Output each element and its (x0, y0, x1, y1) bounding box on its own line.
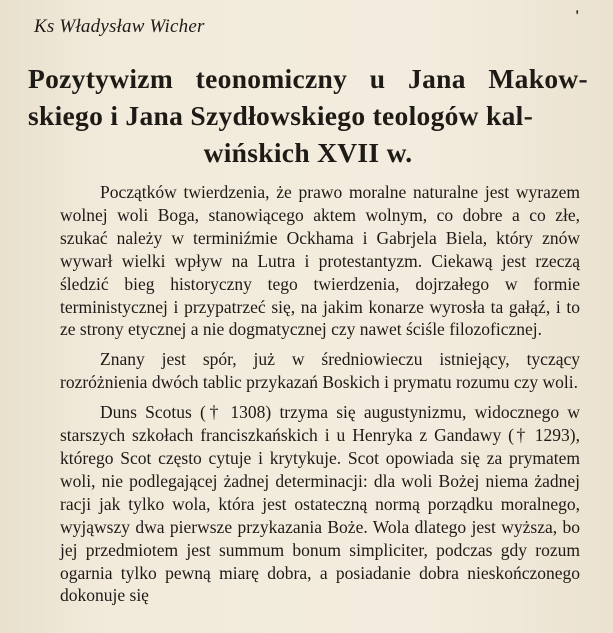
paragraph: Początków twierdzenia, że prawo moralne naturalne jest wyrazem wolnej woli Boga, stanowiącego aktem wolnym, co dobre a co złe, szukać należy w terminiźmie Ockhama i Gabrjela Biela, który znów wywarł wielki wpływ na Lutra i protestantyzm. Ciekawą jest rzeczą śledzić bieg historyczny tego twierdzenia, dojrzałego w formie terministycznej i przypatrzeć się, na jakim konarze wyrosła ta gałąź, i to ze strony etycznej a nie dogmatycznej czy nawet ściśle filozoficznej. (60, 182, 580, 340)
paragraph: Znany jest spór, już w średniowieczu istniejący, tyczący rozróżnienia dwóch tablic przykazań Boskich i prymatu rozumu czy woli. (60, 349, 580, 393)
article-title (28, 60, 588, 171)
title-line-2: skiego i Jana Szydłowskiego teologów kal- (28, 100, 534, 131)
paragraph: Duns Scotus († 1308) trzyma się augustynizmu, widocznego w starszych szkołach franciszkańskich i u Henryka z Gandawy († 1293), którego Scot często cytuje i krytykuje. Scot opowiada się za prymatem woli, nie podlegającej żadnej determinacji: dla woli Bożej niema żadnej racji jak tylko wola, która jest ostateczną normą porządku moralnego, wyjąwszy dwa pierwsze przykazania Boże. Wola dlatego jest wyższa, bo jej przedmiotem jest summum bonum simpliciter, podczas gdy rozum ogarnia tylko pewną miarę dobra, a posiadanie dobra nieskończonego dokonuje się (60, 402, 580, 606)
title-line-3: wińskich XVII w. (203, 137, 413, 168)
title-line-1: Pozytywizm teonomiczny u Jana Makow- (28, 63, 588, 94)
running-header-author: Ks Władysław Wicher (34, 16, 205, 37)
page-mark: ' (575, 8, 580, 25)
article-body (60, 181, 580, 614)
